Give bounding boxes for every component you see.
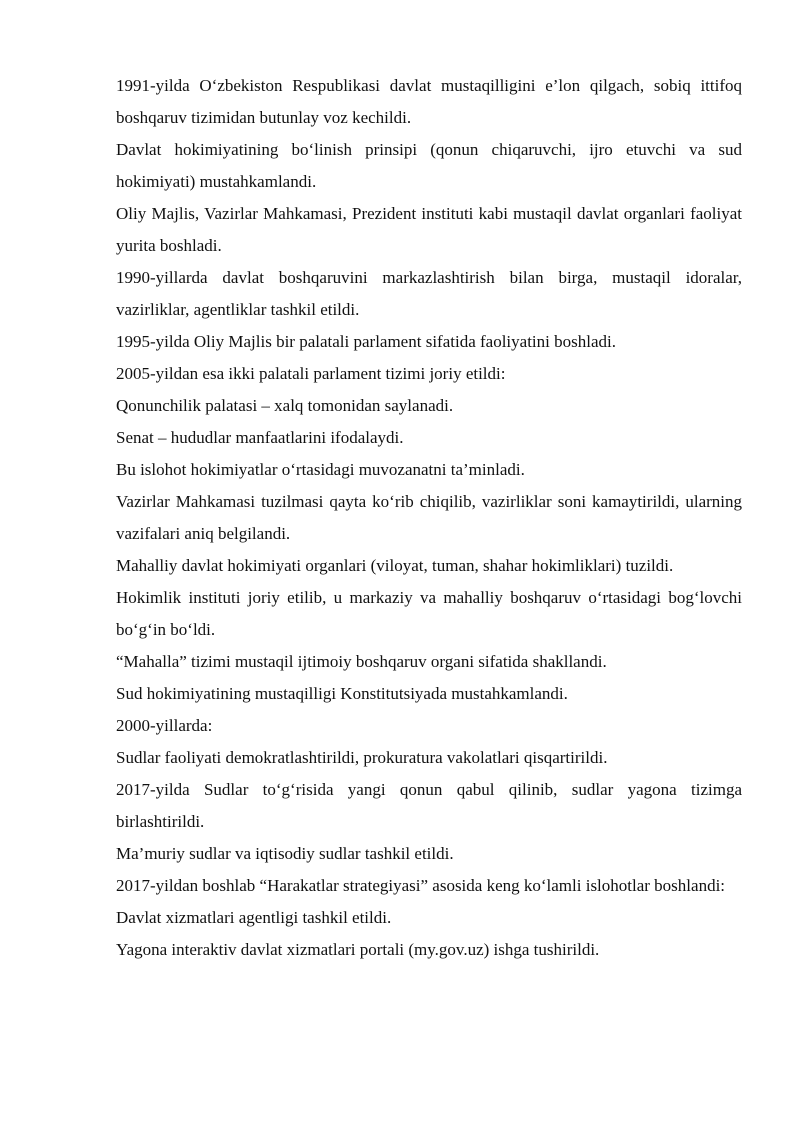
paragraph-mahalla: “Mahalla” tizimi mustaqil ijtimoiy boshqaruv organi sifatida shakllandi. — [116, 652, 607, 671]
paragraph-2005-bicameral: 2005-yildan esa ikki palatali parlament tizimi joriy etildi: — [116, 364, 506, 383]
paragraph-public-services-agency: Davlat xizmatlari agentligi tashkil etildi. — [116, 908, 392, 927]
paragraph-2000s: 2000-yillarda: — [116, 716, 213, 735]
paragraph-balance: Bu islohot hokimiyatlar o‘rtasidagi muvozanatni ta’minladi. — [116, 460, 525, 479]
paragraph-separation-of-powers: Davlat hokimiyatining bo‘linish prinsipi (qonun chiqaruvchi, ijro etuvchi va sud hokimiyati) mustahkamlandi. — [116, 140, 742, 191]
paragraph-administrative-courts: Ma’muriy sudlar va iqtisodiy sudlar tashkil etildi. — [116, 844, 454, 863]
document-page — [116, 70, 742, 966]
paragraph-courts-democratized: Sudlar faoliyati demokratlashtirildi, prokuratura vakolatlari qisqartirildi. — [116, 748, 608, 767]
paragraph-judicial-independence: Sud hokimiyatining mustaqilligi Konstitutsiyada mustahkamlandi. — [116, 684, 568, 703]
paragraph-1995-parliament: 1995-yilda Oliy Majlis bir palatali parlament sifatida faoliyatini boshladi. — [116, 332, 616, 351]
paragraph-portal: Yagona interaktiv davlat xizmatlari portali (my.gov.uz) ishga tushirildi. — [116, 940, 600, 959]
paragraph-local-government: Mahalliy davlat hokimiyati organlari (viloyat, tuman, shahar hokimliklari) tuzildi. — [116, 556, 674, 575]
paragraph-cabinet-restructure: Vazirlar Mahkamasi tuzilmasi qayta ko‘rib chiqilib, vazirliklar soni kamaytirildi, ularning vazifalari aniq belgilandi. — [116, 492, 742, 543]
paragraph-senate: Senat – hududlar manfaatlarini ifodalaydi. — [116, 428, 404, 447]
paragraph-hokimlik: Hokimlik instituti joriy etilib, u markaziy va mahalliy boshqaruv o‘rtasidagi bog‘lovchi bo‘g‘in bo‘ldi. — [116, 588, 742, 639]
paragraph-1990s-agencies: 1990-yillarda davlat boshqaruvini markazlashtirish bilan birga, mustaqil idoralar, vazirliklar, agentliklar tashkil etildi. — [116, 268, 742, 319]
paragraph-2017-courts-law: 2017-yilda Sudlar to‘g‘risida yangi qonun qabul qilinib, sudlar yagona tizimga birlashtirildi. — [116, 780, 742, 831]
paragraph-legislative-chamber: Qonunchilik palatasi – xalq tomonidan saylanadi. — [116, 396, 454, 415]
paragraph-action-strategy: 2017-yildan boshlab “Harakatlar strategiyasi” asosida keng ko‘lamli islohotlar boshlandi: — [116, 876, 726, 895]
paragraph-state-organs: Oliy Majlis, Vazirlar Mahkamasi, Prezident instituti kabi mustaqil davlat organlari faoliyat yurita boshladi. — [116, 204, 742, 255]
paragraph-independence: 1991-yilda O‘zbekiston Respublikasi davlat mustaqilligini e’lon qilgach, sobiq ittifoq boshqaruv tizimidan butunlay voz kechildi. — [116, 76, 742, 127]
